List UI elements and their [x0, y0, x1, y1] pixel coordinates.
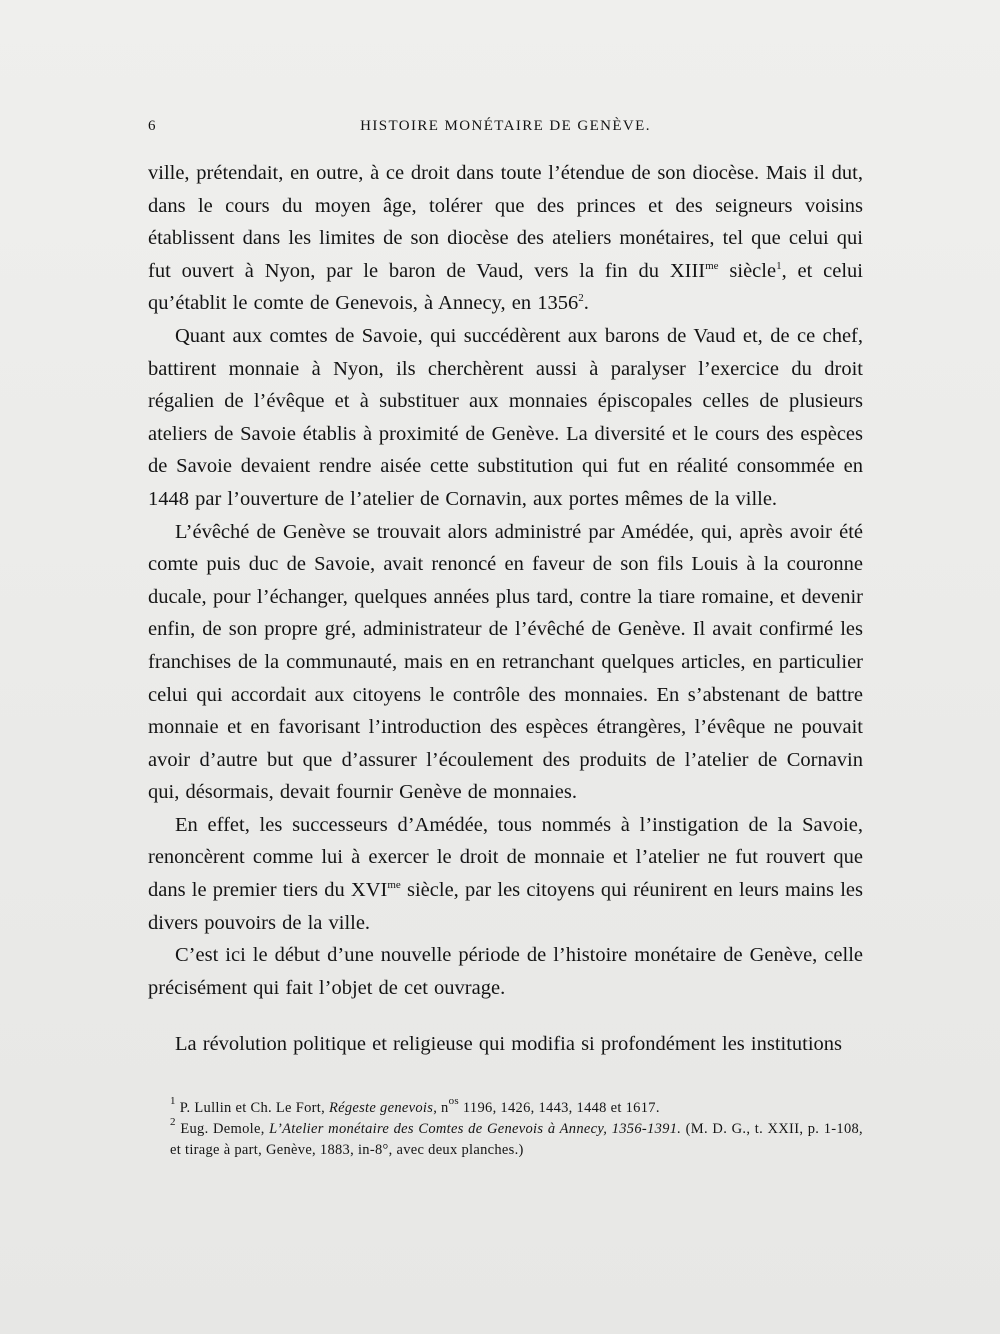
- superscript-me: me: [705, 259, 719, 272]
- paragraph-1-text-c: , et celui qu’établit le comte de Genevois, à Annecy, en 1356: [148, 259, 863, 315]
- footnote-1-text-c: 1196, 1426, 1443, 1448 et 1617.: [458, 1100, 660, 1116]
- footnote-1-text-a: P. Lullin et Ch. Le Fort,: [179, 1100, 329, 1116]
- paragraph-1-text-d: .: [583, 292, 589, 315]
- footnote-2-title: L’Atelier monétaire des Comtes de Genevois à Annecy, 1356-1391.: [269, 1121, 682, 1137]
- footnote-1: [170, 1095, 863, 1119]
- paragraph-5: C’est ici le début d’une nouvelle période de l’histoire monétaire de Genève, celle précisément qui fait l’objet de cet ouvrage.: [148, 944, 863, 999]
- superscript-me: me: [387, 879, 401, 892]
- footnote-2-text-a: Eug. Demole,: [180, 1121, 270, 1137]
- footnote-1-sup: os: [448, 1095, 459, 1107]
- page-number: 6: [148, 118, 157, 134]
- running-head: [148, 118, 863, 142]
- paragraph-4-text-b: siècle, par les citoyens qui réunirent en leurs mains les divers pouvoirs de la ville.: [148, 879, 864, 934]
- paragraph-6: La révolution politique et religieuse qui modifia si profondément les institutions: [175, 1033, 843, 1056]
- paragraph-4-text-a: En effet, les successeurs d’Amédée, tous nommés à l’instigation de la Savoie, renoncèrent comme lui à exercer le droit de monnaie et l’atelier ne fut rouvert que dans le premier tiers du XVI: [148, 813, 863, 902]
- footnote-2-mark: 2: [170, 1116, 176, 1128]
- paragraph-1: [148, 157, 863, 320]
- paragraph-1-text-a: ville, prétendait, en outre, à ce droit dans toute l’étendue de son diocèse. Mais il dut, dans le cours du moyen âge, tolérer que des princes et des seigneurs voisins établissent dans les limites de son diocèse des ateliers monétaires, tel que celui qui fut ouvert à Nyon, par le baron de Vaud, vers la fin du XIII: [148, 162, 863, 282]
- footnote-2-text-b: (M. D. G., t. XXII, p. 1-108, et tirage à part, Genève, 1883, in-8°, avec deux planches.): [170, 1121, 863, 1158]
- body-text: [148, 157, 863, 1061]
- paragraph-1-text-b: siècle: [718, 259, 777, 282]
- paragraph-4: [148, 809, 863, 939]
- footnote-ref-2: 2: [578, 292, 584, 305]
- footnote-1-title: Régeste genevois: [328, 1100, 434, 1116]
- footnote-ref-1: 1: [776, 259, 782, 272]
- footnotes: [170, 1095, 863, 1161]
- footnote-1-text-b: , n: [433, 1100, 449, 1116]
- footnote-1-mark: 1: [170, 1095, 176, 1107]
- footnote-2: [170, 1116, 863, 1161]
- paragraph-2: Quant aux comtes de Savoie, qui succédèrent aux barons de Vaud et, de ce chef, battirent monnaie à Nyon, ils cherchèrent aussi à paralyser l’exercice du droit régalien de l’évêque et à substituer aux monnaies épiscopales celles de plusieurs ateliers de Savoie établis à proximité de Genève. La diversité et le cours des espèces de Savoie devaient rendre aisée cette substitution qui fut en réalité consommée en 1448 par l’ouverture de l’atelier de Cornavin, aux portes mêmes de la ville.: [148, 324, 863, 510]
- running-title: HISTOIRE MONÉTAIRE DE GENÈVE.: [360, 118, 651, 134]
- paragraph-3: L’évêché de Genève se trouvait alors administré par Amédée, qui, après avoir été comte puis duc de Savoie, avait renoncé en faveur de son fils Louis à la couronne ducale, pour l’échanger, quelques années plus tard, contre la tiare romaine, et devenir enfin, de son propre gré, administrateur de l’évêché de Genève. Il avait confirmé les franchises de la communauté, mais en en retranchant quelques articles, en particulier celui qui accordait aux citoyens le contrôle des monnaies. En s’abstenant de battre monnaie et en favorisant l’introduction des espèces étrangères, l’évêque ne pouvait avoir d’autre but que d’assurer l’écoulement des produits de l’atelier de Cornavin qui, désormais, devait fournir Genève de monnaies.: [148, 520, 863, 804]
